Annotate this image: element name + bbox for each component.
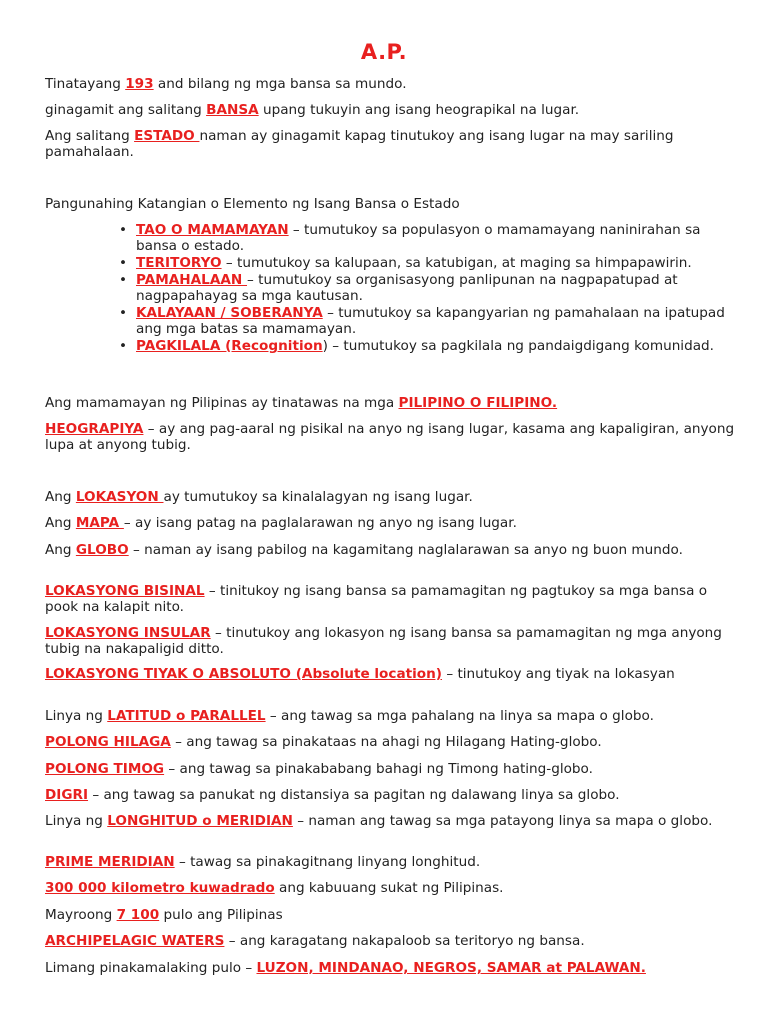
- highlight-term: 193: [125, 76, 154, 92]
- paragraph-polong-timog: POLONG TIMOG – ang tawag sa pinakababang bahagi ng Timong hating-globo.: [45, 761, 593, 777]
- highlight-term: TERITORYO: [136, 255, 222, 271]
- highlight-term: PILIPINO O FILIPINO.: [398, 395, 558, 411]
- highlight-term: LATITUD o PARALLEL: [107, 708, 266, 724]
- list-item: • KALAYAAN / SOBERANYA – tumutukoy sa kapangyarian ng pamahalaan na ipatupad ang mga batas sa mamamayan.: [136, 305, 736, 337]
- highlight-term: LOKASYONG INSULAR: [45, 625, 211, 641]
- highlight-term: ESTADO: [134, 128, 200, 144]
- highlight-term: LOKASYONG TIYAK O ABSOLUTO (Absolute location): [45, 666, 443, 682]
- list-item: • TAO O MAMAMAYAN – tumutukoy sa populasyon o mamamayang naninirahan sa bansa o estado.: [136, 222, 736, 254]
- highlight-term: PAGKILALA (Recognition: [136, 338, 323, 354]
- paragraph-mapa: Ang MAPA – ay isang patag na paglalarawan ng anyo ng isang lugar.: [45, 515, 517, 531]
- highlight-term: ARCHIPELAGIC WATERS: [45, 933, 225, 949]
- highlight-term: LOKASYON: [75, 489, 164, 505]
- highlight-term: MAPA: [75, 515, 124, 531]
- highlight-term: TAO O MAMAMAYAN: [136, 222, 289, 238]
- list-item: • PAGKILALA (Recognition) – tumutukoy sa pagkilala ng pandaigdigang komunidad.: [136, 338, 736, 354]
- paragraph-estado: Ang salitang ESTADO naman ay ginagamit kapag tinutukoy ang isang lugar na may sariling pamahalaan.: [45, 128, 674, 160]
- highlight-term: LOKASYONG BISINAL: [45, 583, 205, 599]
- highlight-term: DIGRI: [45, 787, 89, 803]
- highlight-term: PAMAHALAAN: [136, 272, 247, 288]
- highlight-term: 300 000 kilometro kuwadrado: [45, 880, 275, 896]
- paragraph-globo: Ang GLOBO – naman ay isang pabilog na kagamitang naglalarawan sa anyo ng buon mundo.: [45, 542, 683, 558]
- paragraph-bansa-count: Tinatayang 193 and bilang ng mga bansa sa mundo.: [45, 76, 407, 92]
- paragraph-longhitud: Linya ng LONGHITUD o MERIDIAN – naman ang tawag sa mga patayong linya sa mapa o globo.: [45, 813, 713, 829]
- list-item: • TERITORYO – tumutukoy sa kalupaan, sa katubigan, at maging sa himpapawirin.: [136, 255, 736, 271]
- document-title: A.P.: [360, 40, 408, 64]
- paragraph-lokasyong-insular: LOKASYONG INSULAR – tinutukoy ang lokasyon ng isang bansa sa pamamagitan ng mga anyong tubig na nakapaligid ditto.: [45, 625, 722, 657]
- highlight-term: POLONG HILAGA: [45, 734, 171, 750]
- paragraph-lokasyong-tiyak: LOKASYONG TIYAK O ABSOLUTO (Absolute location) – tinutukoy ang tiyak na lokasyan: [45, 666, 675, 682]
- paragraph-prime-meridian: PRIME MERIDIAN – tawag sa pinakagitnang linyang longhitud.: [45, 854, 481, 870]
- paragraph-lokasyong-bisinal: LOKASYONG BISINAL – tinitukoy ng isang bansa sa pamamagitan ng pagtukoy sa mga bansa o pook na kalapit nito.: [45, 583, 708, 615]
- paragraph-sukat: 300 000 kilometro kuwadrado ang kabuuang sukat ng Pilipinas.: [45, 880, 504, 896]
- paragraph-bansa: ginagamit ang salitang BANSA upang tukuyin ang isang heograpikal na lugar.: [45, 102, 580, 118]
- paragraph-heograpiya: HEOGRAPIYA – ay ang pag-aaral ng pisikal na anyo ng isang lugar, kasama ang kapaligiran, anyong lupa at anyong tubig.: [45, 421, 735, 453]
- highlight-term: KALAYAAN / SOBERANYA: [136, 305, 323, 321]
- highlight-term: LUZON, MINDANAO, NEGROS, SAMAR at PALAWAN.: [256, 960, 646, 976]
- elemento-list: [136, 222, 736, 355]
- highlight-term: HEOGRAPIYA: [45, 421, 144, 437]
- paragraph-digri: DIGRI – ang tawag sa panukat ng distansiya sa pagitan ng dalawang linya sa globo.: [45, 787, 620, 803]
- paragraph-pulo: Mayroong 7 100 pulo ang Pilipinas: [45, 907, 283, 923]
- section-heading-elemento: Pangunahing Katangian o Elemento ng Isang Bansa o Estado: [45, 196, 460, 212]
- list-item: • PAMAHALAAN – tumutukoy sa organisasyong panlipunan na nagpapatupad at nagpapahayag sa mga kautusan.: [136, 272, 736, 304]
- highlight-term: POLONG TIMOG: [45, 761, 165, 777]
- highlight-term: PRIME MERIDIAN: [45, 854, 175, 870]
- paragraph-lokasyon: Ang LOKASYON ay tumutukoy sa kinalalagyan ng isang lugar.: [45, 489, 473, 505]
- paragraph-pilipino: Ang mamamayan ng Pilipinas ay tinatawas na mga PILIPINO O FILIPINO.: [45, 395, 558, 411]
- highlight-term: BANSA: [206, 102, 259, 118]
- paragraph-polong-hilaga: POLONG HILAGA – ang tawag sa pinakataas na ahagi ng Hilagang Hating-globo.: [45, 734, 602, 750]
- highlight-term: LONGHITUD o MERIDIAN: [107, 813, 293, 829]
- paragraph-archipelagic: ARCHIPELAGIC WATERS – ang karagatang nakapaloob sa teritoryo ng bansa.: [45, 933, 585, 949]
- highlight-term: GLOBO: [75, 542, 129, 558]
- paragraph-limang-pulo: Limang pinakamalaking pulo – LUZON, MINDANAO, NEGROS, SAMAR at PALAWAN.: [45, 960, 646, 976]
- highlight-term: 7 100: [116, 907, 160, 923]
- paragraph-latitud: Linya ng LATITUD o PARALLEL – ang tawag sa mga pahalang na linya sa mapa o globo.: [45, 708, 654, 724]
